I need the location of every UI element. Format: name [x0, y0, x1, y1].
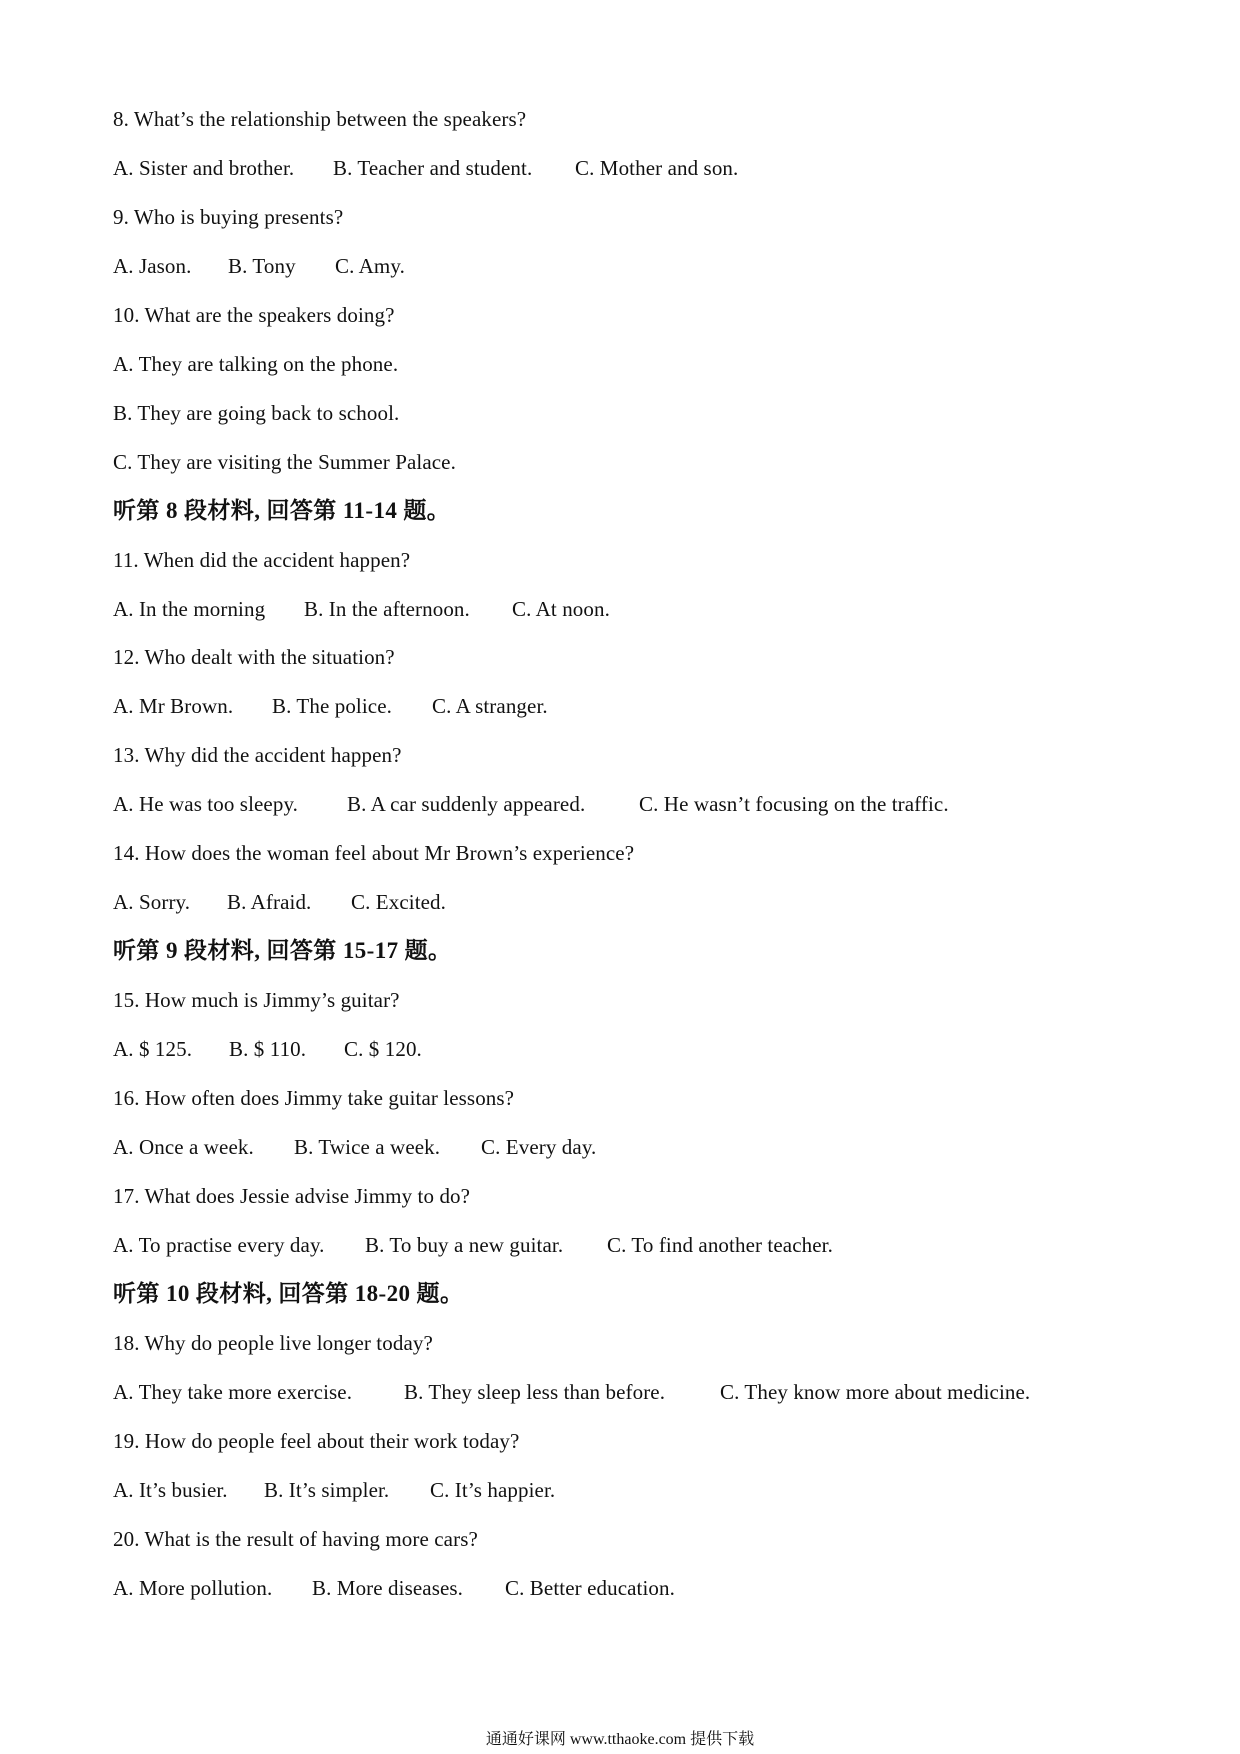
question-19-options — [113, 1476, 555, 1504]
option-a: A. To practise every day. — [113, 1233, 325, 1257]
option-b: B. More diseases. — [312, 1576, 464, 1600]
question-15-options — [113, 1035, 422, 1063]
question-10-option-b: B. They are going back to school. — [113, 401, 400, 425]
option-c: C. He wasn’t focusing on the traffic. — [639, 792, 949, 816]
question-8: 8. What’s the relationship between the speakers? — [113, 107, 527, 131]
question-20: 20. What is the result of having more cars? — [113, 1527, 478, 1551]
question-10: 10. What are the speakers doing? — [113, 303, 395, 327]
option-b: B. Afraid. — [227, 890, 312, 914]
question-12: 12. Who dealt with the situation? — [113, 645, 395, 669]
option-c: C. To find another teacher. — [607, 1233, 833, 1257]
option-a: A. They take more exercise. — [113, 1380, 353, 1404]
question-13-options — [113, 790, 949, 818]
question-17: 17. What does Jessie advise Jimmy to do? — [113, 1184, 471, 1208]
section-8-heading: 听第 8 段材料, 回答第 11-14 题。 — [113, 498, 451, 523]
option-a: A. Once a week. — [113, 1135, 254, 1159]
question-12-options — [113, 692, 548, 720]
question-8-options — [113, 154, 738, 182]
option-c: C. At noon. — [512, 597, 610, 621]
question-13: 13. Why did the accident happen? — [113, 743, 402, 767]
option-b: B. A car suddenly appeared. — [347, 792, 586, 816]
option-a: A. $ 125. — [113, 1037, 193, 1061]
option-c: C. $ 120. — [344, 1037, 422, 1061]
option-a: A. It’s busier. — [113, 1478, 228, 1502]
question-9-options — [113, 252, 405, 280]
option-b: B. $ 110. — [229, 1037, 307, 1061]
option-a: A. Sister and brother. — [113, 156, 295, 180]
question-19: 19. How do people feel about their work today? — [113, 1429, 520, 1453]
option-a: A. Sorry. — [113, 890, 191, 914]
option-c: C. A stranger. — [432, 694, 548, 718]
question-17-options — [113, 1231, 833, 1259]
option-c: C. Every day. — [481, 1135, 597, 1159]
question-11-options — [113, 595, 610, 623]
question-11: 11. When did the accident happen? — [113, 548, 411, 572]
question-20-options — [113, 1574, 675, 1602]
option-b: B. The police. — [272, 694, 392, 718]
option-b: B. It’s simpler. — [264, 1478, 390, 1502]
question-14-options — [113, 888, 446, 916]
option-c: C. Excited. — [351, 890, 446, 914]
question-10-option-c: C. They are visiting the Summer Palace. — [113, 450, 456, 474]
option-c: C. Better education. — [505, 1576, 675, 1600]
question-15: 15. How much is Jimmy’s guitar? — [113, 988, 400, 1012]
option-b: B. In the afternoon. — [304, 597, 470, 621]
section-10-heading: 听第 10 段材料, 回答第 18-20 题。 — [113, 1281, 464, 1306]
question-18: 18. Why do people live longer today? — [113, 1331, 433, 1355]
option-a: A. In the morning — [113, 597, 266, 621]
option-c: C. It’s happier. — [430, 1478, 556, 1502]
option-b: B. To buy a new guitar. — [365, 1233, 564, 1257]
option-c: C. Mother and son. — [575, 156, 739, 180]
option-c: C. They know more about medicine. — [720, 1380, 1031, 1404]
question-18-options — [113, 1378, 1030, 1406]
option-b: B. They sleep less than before. — [404, 1380, 666, 1404]
option-b: B. Twice a week. — [294, 1135, 441, 1159]
question-14: 14. How does the woman feel about Mr Brown’s experience? — [113, 841, 635, 865]
question-10-option-a: A. They are talking on the phone. — [113, 352, 399, 376]
page-footer: 通通好课网 www.tthaoke.com 提供下载 — [485, 1731, 755, 1748]
section-9-heading: 听第 9 段材料, 回答第 15-17 题。 — [113, 938, 452, 963]
option-a: A. Jason. — [113, 254, 192, 278]
question-16: 16. How often does Jimmy take guitar lessons? — [113, 1086, 515, 1110]
question-16-options — [113, 1133, 596, 1161]
option-b: B. Tony — [228, 254, 296, 278]
option-a: A. He was too sleepy. — [113, 792, 299, 816]
option-b: B. Teacher and student. — [333, 156, 533, 180]
option-a: A. More pollution. — [113, 1576, 273, 1600]
option-c: C. Amy. — [335, 254, 405, 278]
question-9: 9. Who is buying presents? — [113, 205, 344, 229]
option-a: A. Mr Brown. — [113, 694, 234, 718]
